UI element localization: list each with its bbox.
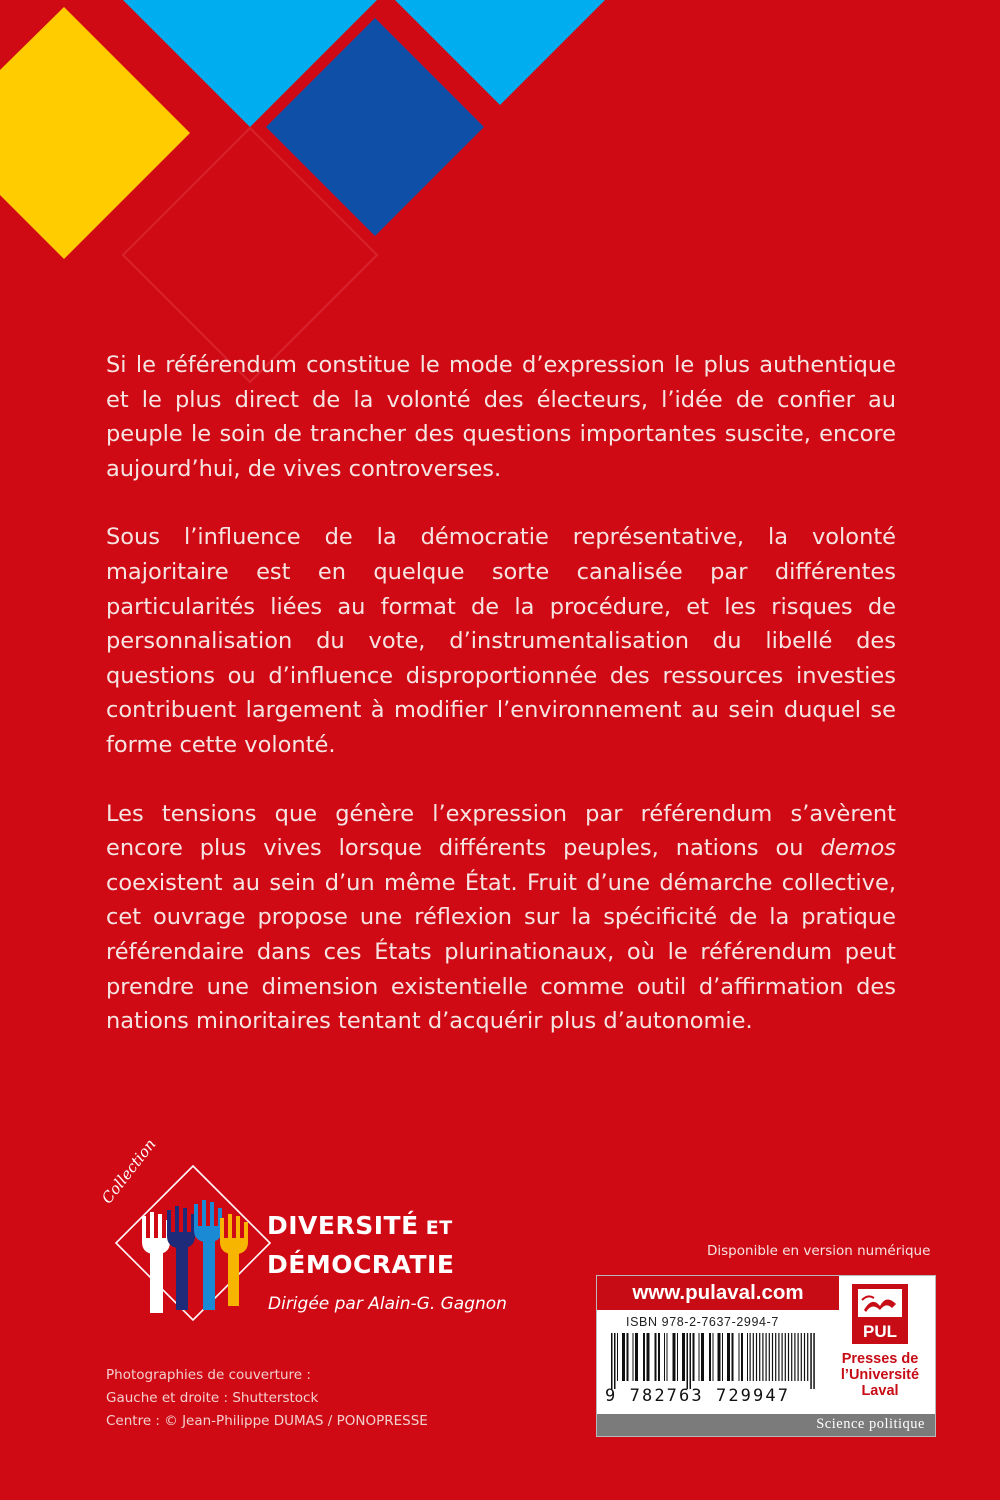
collection-title-main: DIVERSITÉ [267, 1211, 419, 1240]
barcode-bar [677, 1333, 678, 1381]
barcode-bar [682, 1333, 685, 1381]
barcode-bar [667, 1333, 668, 1381]
collection-title-line1 [267, 1211, 453, 1240]
publisher-name-line1: Presses de [841, 1351, 919, 1367]
collection-title-small: ET [418, 1217, 453, 1239]
barcode-bar [633, 1333, 634, 1381]
barcode-bar [617, 1333, 618, 1381]
category-strip [597, 1414, 935, 1436]
barcode-bar [732, 1333, 734, 1381]
barcode-digits: 9 782763 729947 [605, 1386, 791, 1406]
collection-title-line2: DÉMOCRATIE [267, 1250, 455, 1279]
blurb-p3-end: coexistent au sein d’un même État. Fruit d’une démarche collective, cet ouvrage propose une réflexion sur la spécificité de la pratique référendaire dans ces États plurinationaux, où le référendum peut prendre une dimension existentielle comme outil d’affirmation des nations minoritaires tentant d’acquérir plus d’autonomie. [106, 869, 896, 1035]
barcode-bar [788, 1333, 789, 1381]
credits-line-3: Centre : © Jean-Philippe DUMAS / PONOPRESSE [106, 1413, 428, 1429]
barcode-bar [718, 1333, 721, 1381]
isbn-text: ISBN 978-2-7637-2994-7 [626, 1315, 779, 1329]
barcode-bar [701, 1333, 704, 1381]
publisher-name-line3: Laval [861, 1383, 899, 1399]
barcode-bar [778, 1333, 779, 1381]
barcode-bar [693, 1333, 695, 1381]
barcode-bar [785, 1333, 786, 1381]
barcode-bar [739, 1333, 740, 1381]
barcode-bar [782, 1333, 783, 1381]
barcode-bar [658, 1333, 660, 1381]
barcode-bar [759, 1333, 760, 1381]
barcode-bar [756, 1333, 757, 1381]
barcode-bar [709, 1333, 711, 1381]
barcode-bar [766, 1333, 767, 1381]
barcode-bar [753, 1333, 754, 1381]
publisher-url[interactable]: www.pulaval.com [597, 1276, 839, 1310]
blurb-paragraph-3 [106, 797, 896, 1039]
barcode-bar [611, 1333, 613, 1389]
barcode-bar [775, 1333, 776, 1381]
barcode-bar [750, 1333, 751, 1381]
barcode-bar [643, 1333, 645, 1381]
barcode-bar [762, 1333, 763, 1381]
barcode-bar [664, 1333, 665, 1381]
barcode-bar [794, 1333, 795, 1381]
back-cover-blurb [106, 348, 896, 1073]
publisher-name [829, 1351, 931, 1399]
barcode-bar [747, 1333, 748, 1381]
pul-logo-text: PUL [863, 1322, 897, 1341]
barcode-bar [772, 1333, 773, 1381]
white-hand-icon [142, 1212, 170, 1313]
barcode-bar [627, 1333, 629, 1381]
barcode-bar [813, 1333, 815, 1389]
barcode-bar [791, 1333, 792, 1381]
credits-line-1: Photographies de couverture : [106, 1367, 311, 1383]
barcode [609, 1333, 821, 1389]
navy-hand-icon [167, 1206, 195, 1310]
publisher-name-line2: l’Université [840, 1367, 920, 1383]
barcode-bar [699, 1333, 700, 1381]
collection-label: Collection [98, 1135, 160, 1208]
yellow-hand-icon [220, 1214, 248, 1306]
barcode-bar [713, 1333, 714, 1381]
decorative-diamonds [0, 0, 1000, 400]
credits-line-2: Gauche et droite : Shutterstock [106, 1390, 319, 1406]
blurb-p3-italic: demos [820, 835, 896, 862]
publisher-box [596, 1275, 936, 1437]
blurb-paragraph-1: Si le référendum constitue le mode d’expression le plus authentique et le plus direct de la volonté des électeurs, l’idée de confier au peuple le soin de trancher des questions importantes suscite, encore aujourd’hui, de vives controverses. [106, 352, 896, 482]
barcode-bar [810, 1333, 812, 1389]
photo-credits [106, 1364, 428, 1433]
barcode-bar [769, 1333, 770, 1381]
barcode-bar [798, 1333, 799, 1381]
barcode-bar [635, 1333, 638, 1381]
barcode-bar [804, 1333, 805, 1381]
barcode-bar [741, 1333, 743, 1381]
digital-availability-note: Disponible en version numérique [707, 1243, 931, 1259]
barcode-bar [655, 1333, 657, 1381]
barcode-bar [801, 1333, 802, 1381]
category-label: Science politique [816, 1416, 925, 1432]
blurb-p3-start: Les tensions que génère l’expression par référendum s’avèrent encore plus vives lorsque différents peuples, nations ou [106, 800, 896, 862]
barcode-bar [687, 1333, 689, 1389]
barcode-bar [622, 1333, 625, 1381]
barcode-bar [673, 1333, 676, 1381]
barcode-bar [614, 1333, 616, 1389]
collection-director: Dirigée par Alain-G. Gagnon [268, 1294, 507, 1314]
barcode-bar [647, 1333, 650, 1381]
yellow-diamond [0, 7, 190, 259]
pul-logo-icon [850, 1282, 910, 1346]
barcode-bar [807, 1333, 808, 1381]
barcode-bar [690, 1333, 692, 1389]
barcode-bar [727, 1333, 730, 1381]
blurb-paragraph-2: Sous l’influence de la démocratie représentative, la volonté majoritaire est en quelque sorte canalisée par différentes particularités liées au format de la procédure, et les risques de personnalisation du vote, d’instrumentalisation du libellé des questions ou d’influence disproportionnée des ressources investies contribuent largement à modifier l’environnement au sein duquel se forme cette volonté. [106, 524, 896, 758]
barcode-bar [722, 1333, 723, 1381]
blue-hand-icon [194, 1200, 222, 1310]
